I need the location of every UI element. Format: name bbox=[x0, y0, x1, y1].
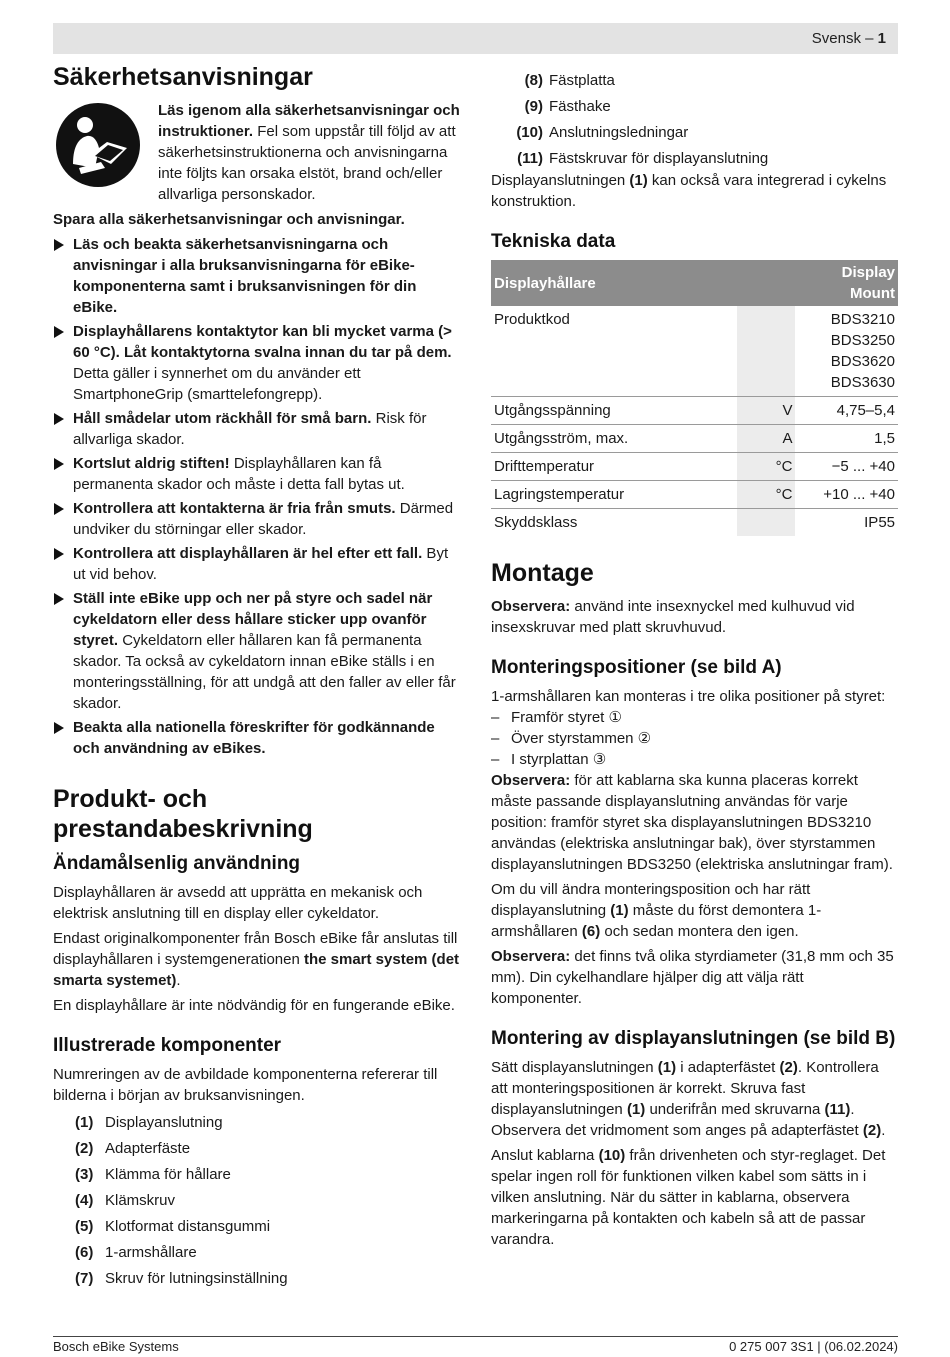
techdata-unit bbox=[737, 509, 796, 537]
header-separator: – bbox=[860, 30, 878, 47]
techdata-header-right: Display Mount bbox=[795, 260, 898, 306]
techdata-table bbox=[491, 260, 898, 536]
techdata-label: Skyddsklass bbox=[494, 514, 578, 531]
mount-text-part: i adapterfästet bbox=[676, 1059, 780, 1076]
mount-text-part: . Observera det vridmoment som anges på adapterfästet bbox=[491, 1101, 863, 1139]
montage-title: Montage bbox=[491, 559, 594, 587]
component-item bbox=[505, 122, 898, 143]
positions-title: Monteringspositioner (se bild A) bbox=[491, 657, 782, 678]
techdata-unit bbox=[737, 306, 796, 397]
diameter-note bbox=[491, 946, 898, 1009]
techdata-header-row bbox=[491, 260, 898, 306]
table-row bbox=[491, 509, 898, 537]
cable-text-part: Anslut kablarna bbox=[491, 1147, 599, 1164]
component-item bbox=[505, 148, 898, 169]
safety-intro-bold: Läs igenom alla säkerhetsanvisningar och instruktioner. bbox=[158, 102, 460, 140]
component-number: (7) bbox=[75, 1270, 94, 1287]
table-row bbox=[491, 453, 898, 481]
component-label: Fästplatta bbox=[549, 72, 615, 89]
page-indicator bbox=[812, 30, 886, 47]
mount-text bbox=[491, 1057, 898, 1141]
mount-text-part: Sätt displayanslutningen bbox=[491, 1059, 658, 1076]
table-row bbox=[491, 481, 898, 509]
montage-note bbox=[491, 596, 898, 638]
safety-bullet bbox=[53, 408, 463, 450]
mount-ref: (11) bbox=[824, 1101, 851, 1118]
component-label: Skruv för lutningsinställning bbox=[105, 1270, 288, 1287]
cable-text bbox=[491, 1145, 898, 1250]
positions-note bbox=[491, 770, 898, 875]
safety-bullet-bold: Displayhållarens kontaktytor kan bli mycket varma (> 60 °C). Låt kontaktytorna svalna innan du tar på dem. bbox=[73, 323, 452, 361]
components-title: Illustrerade komponenter bbox=[53, 1035, 282, 1056]
footer-left: Bosch eBike Systems bbox=[53, 1339, 179, 1354]
intended-use-title: Ändamålsenlig användning bbox=[53, 853, 301, 874]
intended-use-p1: Displayhållaren är avsedd att upprätta en mekanisk och elektrisk anslutning till en display eller cykeldator. bbox=[53, 884, 423, 922]
component-number: (3) bbox=[75, 1166, 94, 1183]
components-intro: Numreringen av de avbildade komponenterna refererar till bilderna i början av bruksanvisningen. bbox=[53, 1066, 438, 1104]
component-label: Adapterfäste bbox=[105, 1140, 191, 1157]
component-number: (1) bbox=[75, 1114, 94, 1131]
footer-divider bbox=[53, 1336, 898, 1337]
mount-title: Montering av displayanslutningen (se bild B) bbox=[491, 1028, 896, 1049]
techdata-value: IP55 bbox=[864, 514, 895, 531]
intended-use-p2-bold: the smart system (det smarta systemet) bbox=[53, 951, 460, 989]
safety-bullet bbox=[53, 234, 463, 318]
position-item: – Framför styret ① bbox=[491, 707, 898, 728]
montage-note-bold: Observera: bbox=[491, 598, 571, 615]
component-number: (8) bbox=[524, 72, 543, 89]
header-bar bbox=[53, 23, 898, 54]
change-text: Om du vill ändra monteringsposition och har rätt displayanslutning bbox=[491, 881, 811, 919]
positions-note-bold: Observera: bbox=[491, 772, 571, 789]
change-text: och sedan montera den igen. bbox=[600, 923, 799, 940]
right-column bbox=[491, 70, 898, 1254]
intended-use-p3: En displayhållare är inte nödvändig för en fungerande eBike. bbox=[53, 997, 455, 1014]
techdata-unit: °C bbox=[737, 453, 796, 481]
component-label: Klämskruv bbox=[105, 1192, 176, 1209]
techdata-unit: V bbox=[737, 397, 796, 425]
mount-ref: (1) bbox=[657, 1059, 677, 1076]
component-label: Displayanslutning bbox=[105, 1114, 223, 1131]
safety-intro bbox=[53, 100, 463, 205]
component-label: Fästskruvar för displayanslutning bbox=[549, 150, 769, 167]
table-row bbox=[491, 425, 898, 453]
position-item: – Över styrstammen ② bbox=[491, 728, 898, 749]
read-manual-icon bbox=[55, 102, 141, 188]
safety-bullet bbox=[53, 498, 463, 540]
safety-bullet-list bbox=[53, 234, 463, 759]
position-item: – I styrplattan ③ bbox=[491, 749, 898, 770]
component-label: Fästhake bbox=[549, 98, 611, 115]
techdata-header-left: Displayhållare bbox=[491, 260, 795, 306]
safety-save-bold: Spara alla säkerhetsanvisningar och anvisningar. bbox=[53, 211, 405, 228]
techdata-value: 4,75–5,4 bbox=[795, 397, 898, 425]
header-page-number: 1 bbox=[877, 30, 886, 47]
safety-save-line bbox=[53, 209, 463, 230]
safety-bullet bbox=[53, 717, 463, 759]
safety-bullet-text: Därmed undviker du störningar eller skador. bbox=[73, 500, 454, 538]
component-label: Klämma för hållare bbox=[105, 1166, 231, 1183]
component-item bbox=[75, 1112, 463, 1133]
diameter-note-bold: Observera: bbox=[491, 948, 571, 965]
integrated-bold: (1) bbox=[629, 172, 648, 189]
techdata-label: Lagringstemperatur bbox=[491, 481, 737, 509]
mount-text-part: underifrån med skruvarna bbox=[645, 1101, 825, 1118]
positions-list bbox=[491, 707, 898, 770]
diameter-note-text: det finns två olika styrdiameter (31,8 mm och 35 mm). Din cykelhandlare hjälper dig att välja rätt komponenter. bbox=[491, 948, 894, 1007]
component-number: (6) bbox=[75, 1244, 94, 1261]
change-text: måste du först demontera 1-armshållaren bbox=[491, 902, 822, 940]
safety-intro-rest: Fel som uppstår till följd av att säkerhetsinstruktionerna och anvisningarna inte följts kan orsaka elstöt, brand och/eller allvarliga personskador. bbox=[158, 123, 456, 203]
techdata-value: +10 ... +40 bbox=[795, 481, 898, 509]
safety-bullet-bold: Ställ inte eBike upp och ner på styre och sadel när cykeldatorn eller dess hållare sticker upp ovanför styret. bbox=[73, 590, 433, 649]
safety-bullet-bold: Kontrollera att kontakterna är fria från smuts. bbox=[73, 500, 396, 517]
safety-title: Säkerhetsanvisningar bbox=[53, 63, 313, 91]
left-column bbox=[53, 62, 463, 1294]
mount-text-part: . bbox=[881, 1122, 886, 1139]
safety-bullet-text: Cykeldatorn eller hållaren kan få permanenta skador. Ta också av cykeldatorn innan eBike ställs i en monteringsställning, för att undgå att den faller av eller får skador. bbox=[73, 632, 456, 712]
safety-bullet-bold: Beakta alla nationella föreskrifter för godkännande och användning av eBikes. bbox=[73, 719, 435, 757]
mount-ref: (1) bbox=[626, 1101, 646, 1118]
component-item bbox=[505, 70, 898, 91]
integrated-text: Displayanslutningen bbox=[491, 172, 630, 189]
safety-bullet bbox=[53, 321, 463, 405]
component-label: Anslutningsledningar bbox=[549, 124, 689, 141]
techdata-unit: °C bbox=[737, 481, 796, 509]
component-number: (9) bbox=[524, 98, 543, 115]
techdata-label: Produktkod bbox=[491, 306, 737, 397]
change-position-text bbox=[491, 879, 898, 942]
safety-bullet-bold: Kontrollera att displayhållaren är hel efter ett fall. bbox=[73, 545, 423, 562]
change-ref: (1) bbox=[610, 902, 629, 919]
safety-bullet bbox=[53, 543, 463, 585]
table-row bbox=[491, 397, 898, 425]
table-row bbox=[491, 306, 898, 397]
mount-text-part: . Kontrollera att monteringspositionen är korrekt. Skruva fast displayanslutningen bbox=[491, 1059, 879, 1118]
integrated-note bbox=[491, 170, 898, 212]
safety-bullet bbox=[53, 453, 463, 495]
components-list bbox=[53, 1112, 463, 1289]
positions-intro: 1-armshållaren kan monteras i tre olika positioner på styret: bbox=[491, 688, 886, 705]
header-language: Svensk bbox=[811, 30, 861, 47]
mount-ref: (2) bbox=[862, 1122, 882, 1139]
footer-right: 0 275 007 3S1 | (06.02.2024) bbox=[729, 1339, 898, 1354]
component-label: 1-armshållare bbox=[105, 1244, 197, 1261]
mount-ref: (2) bbox=[779, 1059, 798, 1076]
intended-use-p2-end: . bbox=[176, 972, 181, 989]
techdata-label: Utgångsström, max. bbox=[491, 425, 737, 453]
techdata-value-product-codes: BDS3210 BDS3250 BDS3620 BDS3630 bbox=[795, 306, 898, 397]
component-item bbox=[75, 1216, 463, 1237]
component-number: (10) bbox=[516, 124, 543, 141]
safety-bullet bbox=[53, 588, 463, 714]
safety-bullet-text: Displayhållaren kan få permanenta skador och måste i detta fall bytas ut. bbox=[73, 455, 405, 493]
montage-note-text: använd inte insexnyckel med kulhuvud vid insexskruvar med platt skruvhuvud. bbox=[491, 598, 855, 636]
techdata-value: 1,5 bbox=[795, 425, 898, 453]
component-item bbox=[75, 1190, 463, 1211]
techdata-label: Drifttemperatur bbox=[491, 453, 737, 481]
component-item bbox=[75, 1268, 463, 1289]
component-number: (2) bbox=[75, 1140, 94, 1157]
cable-ref: (10) bbox=[598, 1147, 626, 1164]
change-ref: (6) bbox=[581, 923, 601, 940]
intended-use-p2-text: Endast originalkomponenter från Bosch eBike får anslutas till displayhållaren i systemgenerationen bbox=[53, 930, 458, 968]
techdata-unit: A bbox=[737, 425, 796, 453]
product-title: Produkt- och prestandabeskrivning bbox=[53, 785, 313, 843]
techdata-value: −5 ... +40 bbox=[795, 453, 898, 481]
safety-bullet-text: Risk för allvarliga skador. bbox=[73, 410, 427, 448]
techdata-title: Tekniska data bbox=[491, 231, 616, 252]
integrated-text-end: kan också vara integrerad i cykelns konstruktion. bbox=[491, 172, 887, 210]
safety-bullet-bold: Kortslut aldrig stiften! bbox=[73, 455, 230, 472]
component-number: (4) bbox=[75, 1192, 94, 1209]
safety-bullet-text: Detta gäller i synnerhet om du använder ett SmartphoneGrip (smarttelefongrepp). bbox=[73, 365, 361, 403]
safety-bullet-bold: Läs och beakta säkerhetsanvisningarna och anvisningar i alla bruksanvisningarna för eBike-komponenterna samt i bruksanvisningen för din eBike. bbox=[73, 236, 417, 316]
component-label: Klotformat distansgummi bbox=[105, 1218, 271, 1235]
safety-intro-text bbox=[158, 100, 463, 205]
techdata-label: Utgångsspänning bbox=[491, 397, 737, 425]
intended-use-p2 bbox=[53, 928, 463, 991]
components-list-continued bbox=[491, 70, 898, 169]
safety-bullet-text: Byt ut vid behov. bbox=[73, 545, 449, 583]
component-item bbox=[75, 1138, 463, 1159]
component-number: (11) bbox=[517, 150, 543, 167]
cable-text-part: från drivenheten och styr-reglaget. Det spelar ingen roll för funktionen vilken kabel som sätts in i vilken anslutning. När du sätter in kablarna, observera markeringarna på kontakten och kabeln så att de passar varandra. bbox=[491, 1147, 886, 1248]
component-item bbox=[505, 96, 898, 117]
safety-bullet-bold: Håll smådelar utom räckhåll för små barn. bbox=[73, 410, 372, 427]
component-number: (5) bbox=[75, 1218, 94, 1235]
component-item bbox=[75, 1164, 463, 1185]
component-item bbox=[75, 1242, 463, 1263]
positions-note-text: för att kablarna ska kunna placeras korrekt måste passande displayanslutning användas för varje position: framför styret ska displayanslutningen BDS3210 användas (elektriska anslutningar bak), över styrstammen displayanslutningen BDS3250 (elektriska anslutningar fram). bbox=[491, 772, 893, 873]
